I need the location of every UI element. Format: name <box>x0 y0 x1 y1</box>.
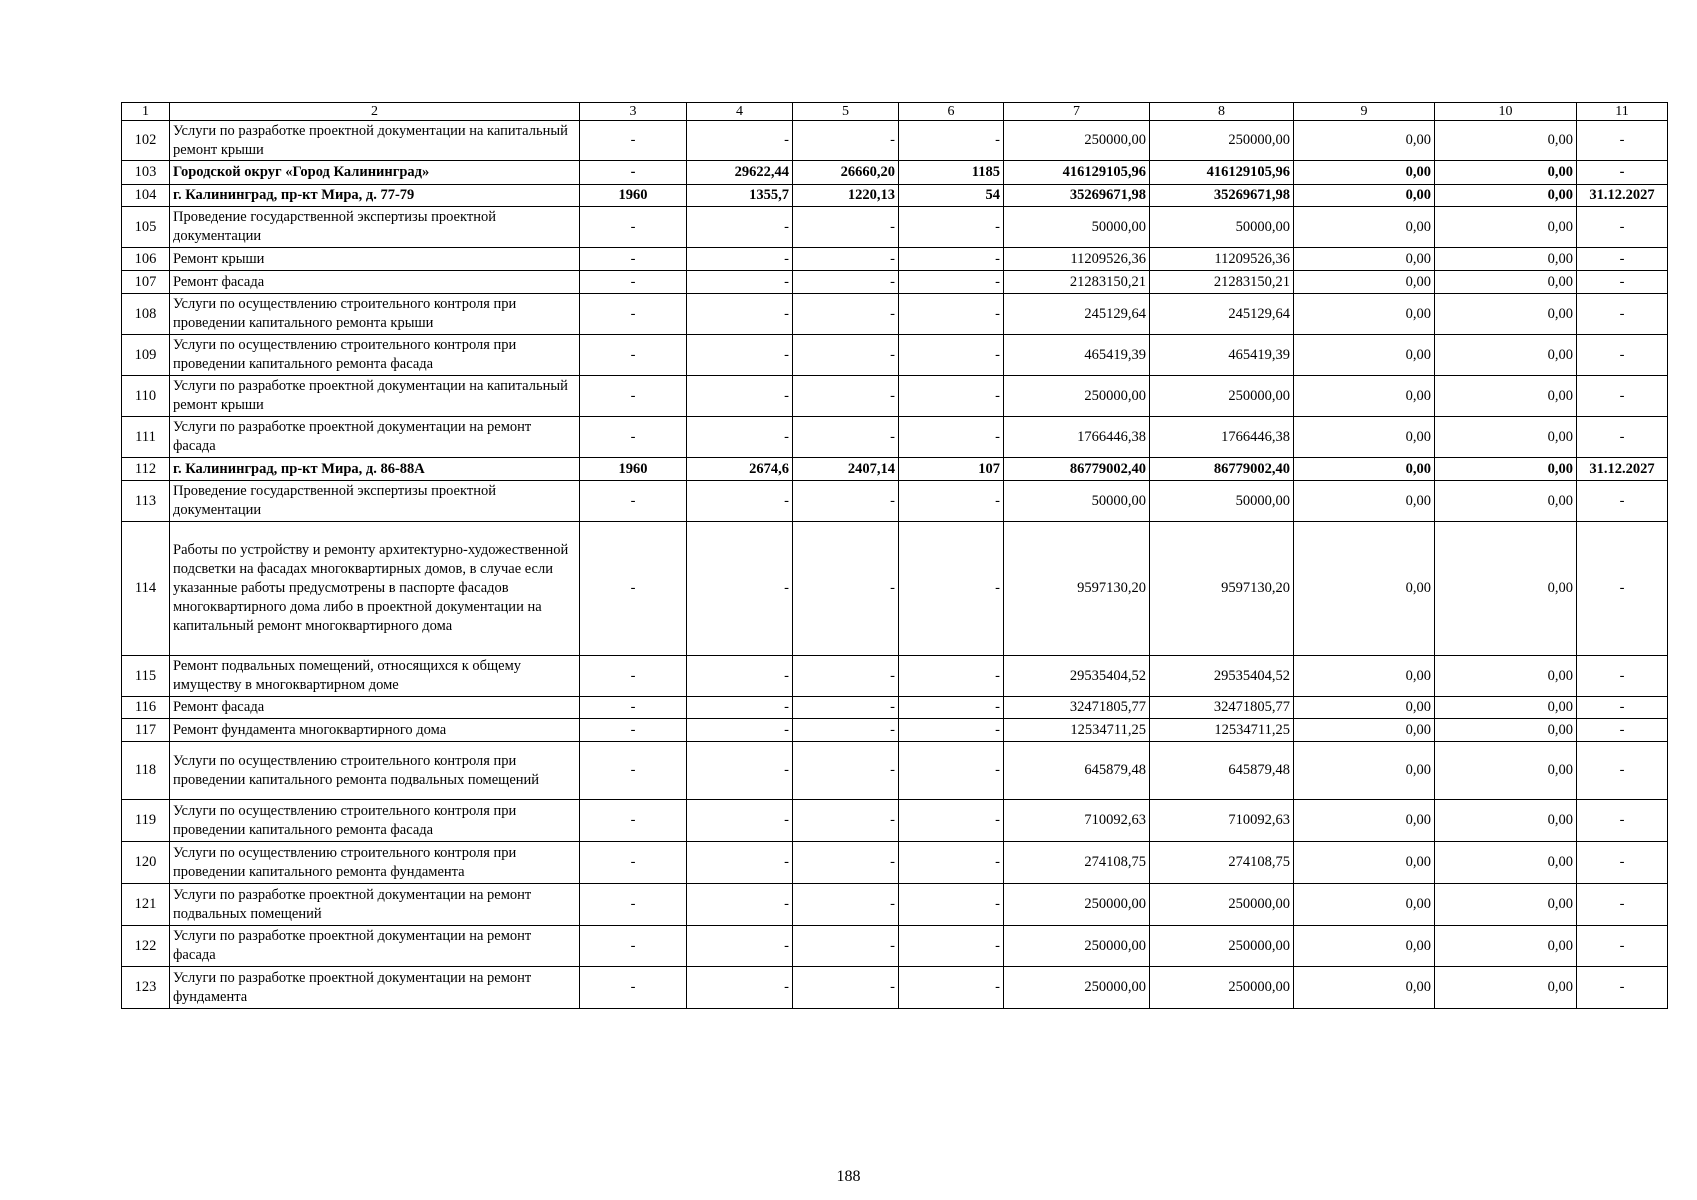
work-name-cell: Услуги по разработке проектной документации на капитальный ремонт крыши <box>170 121 580 161</box>
cost-col10-cell: 0,00 <box>1435 842 1577 884</box>
cost-col10-cell: 0,00 <box>1435 161 1577 185</box>
work-name-cell: Услуги по разработке проектной документации на ремонт подвальных помещений <box>170 884 580 926</box>
cost-fund-cell: 1766446,38 <box>1150 417 1294 458</box>
area-total-cell: - <box>687 248 793 271</box>
cost-total-cell: 710092,63 <box>1004 800 1150 842</box>
cost-col9-cell: 0,00 <box>1294 719 1435 742</box>
year-cell: - <box>580 926 687 967</box>
work-name-cell: Услуги по разработке проектной документации на ремонт фундамента <box>170 967 580 1009</box>
table-row <box>122 294 1668 335</box>
header-cell: 6 <box>899 103 1004 121</box>
residents-cell: - <box>899 656 1004 697</box>
area-living-cell: - <box>793 800 899 842</box>
row-number-cell: 112 <box>122 458 170 481</box>
cost-col9-cell: 0,00 <box>1294 842 1435 884</box>
deadline-cell: - <box>1577 335 1668 376</box>
cost-fund-cell: 274108,75 <box>1150 842 1294 884</box>
residents-cell: - <box>899 417 1004 458</box>
row-number-cell: 105 <box>122 207 170 248</box>
work-name-cell: Проведение государственной экспертизы проектной документации <box>170 207 580 248</box>
year-cell: - <box>580 742 687 800</box>
cost-col10-cell: 0,00 <box>1435 335 1577 376</box>
cost-total-cell: 11209526,36 <box>1004 248 1150 271</box>
deadline-cell: - <box>1577 697 1668 719</box>
cost-col10-cell: 0,00 <box>1435 248 1577 271</box>
area-living-cell: - <box>793 719 899 742</box>
table-row <box>122 742 1668 800</box>
cost-total-cell: 250000,00 <box>1004 926 1150 967</box>
deadline-cell: - <box>1577 417 1668 458</box>
residents-cell: - <box>899 376 1004 417</box>
cost-fund-cell: 50000,00 <box>1150 207 1294 248</box>
cost-col9-cell: 0,00 <box>1294 121 1435 161</box>
row-number-cell: 109 <box>122 335 170 376</box>
cost-total-cell: 416129105,96 <box>1004 161 1150 185</box>
deadline-cell: - <box>1577 742 1668 800</box>
cost-total-cell: 250000,00 <box>1004 121 1150 161</box>
area-total-cell: - <box>687 522 793 656</box>
work-name-cell: Ремонт подвальных помещений, относящихся к общему имуществу в многоквартирном доме <box>170 656 580 697</box>
row-number-cell: 115 <box>122 656 170 697</box>
cost-fund-cell: 250000,00 <box>1150 121 1294 161</box>
row-number-cell: 104 <box>122 185 170 207</box>
work-name-cell: Ремонт фундамента многоквартирного дома <box>170 719 580 742</box>
area-living-cell: 1220,13 <box>793 185 899 207</box>
residents-cell: 1185 <box>899 161 1004 185</box>
capital-repair-table <box>121 102 1668 1009</box>
header-cell: 7 <box>1004 103 1150 121</box>
area-total-cell: - <box>687 884 793 926</box>
cost-fund-cell: 250000,00 <box>1150 884 1294 926</box>
area-living-cell: - <box>793 842 899 884</box>
row-number-cell: 111 <box>122 417 170 458</box>
cost-col9-cell: 0,00 <box>1294 185 1435 207</box>
year-cell: - <box>580 294 687 335</box>
area-total-cell: - <box>687 121 793 161</box>
cost-total-cell: 50000,00 <box>1004 207 1150 248</box>
table-row <box>122 842 1668 884</box>
cost-total-cell: 274108,75 <box>1004 842 1150 884</box>
table-row <box>122 884 1668 926</box>
year-cell: - <box>580 842 687 884</box>
cost-col10-cell: 0,00 <box>1435 207 1577 248</box>
header-cell: 5 <box>793 103 899 121</box>
area-total-cell: - <box>687 656 793 697</box>
header-cell: 1 <box>122 103 170 121</box>
cost-fund-cell: 245129,64 <box>1150 294 1294 335</box>
cost-fund-cell: 416129105,96 <box>1150 161 1294 185</box>
row-number-cell: 117 <box>122 719 170 742</box>
area-living-cell: - <box>793 271 899 294</box>
cost-total-cell: 50000,00 <box>1004 481 1150 522</box>
cost-fund-cell: 250000,00 <box>1150 926 1294 967</box>
cost-total-cell: 245129,64 <box>1004 294 1150 335</box>
cost-col10-cell: 0,00 <box>1435 522 1577 656</box>
year-cell: - <box>580 719 687 742</box>
table-row <box>122 417 1668 458</box>
deadline-cell: - <box>1577 207 1668 248</box>
header-cell: 2 <box>170 103 580 121</box>
cost-total-cell: 465419,39 <box>1004 335 1150 376</box>
row-number-cell: 118 <box>122 742 170 800</box>
table-row <box>122 207 1668 248</box>
area-living-cell: - <box>793 656 899 697</box>
cost-col9-cell: 0,00 <box>1294 207 1435 248</box>
residents-cell: - <box>899 121 1004 161</box>
residents-cell: - <box>899 842 1004 884</box>
cost-fund-cell: 710092,63 <box>1150 800 1294 842</box>
year-cell: - <box>580 656 687 697</box>
work-name-cell: Услуги по осуществлению строительного контроля при проведении капитального ремонта фундамента <box>170 842 580 884</box>
document-sheet <box>121 102 1667 1009</box>
area-living-cell: 26660,20 <box>793 161 899 185</box>
year-cell: - <box>580 335 687 376</box>
cost-total-cell: 12534711,25 <box>1004 719 1150 742</box>
year-cell: - <box>580 121 687 161</box>
residents-cell: - <box>899 967 1004 1009</box>
deadline-cell: - <box>1577 481 1668 522</box>
cost-col10-cell: 0,00 <box>1435 697 1577 719</box>
deadline-cell: - <box>1577 967 1668 1009</box>
deadline-cell: - <box>1577 161 1668 185</box>
cost-fund-cell: 35269671,98 <box>1150 185 1294 207</box>
area-living-cell: - <box>793 294 899 335</box>
table-row <box>122 697 1668 719</box>
row-number-cell: 106 <box>122 248 170 271</box>
year-cell: - <box>580 376 687 417</box>
header-cell: 9 <box>1294 103 1435 121</box>
area-living-cell: - <box>793 376 899 417</box>
area-living-cell: - <box>793 742 899 800</box>
table-row <box>122 248 1668 271</box>
row-number-cell: 103 <box>122 161 170 185</box>
cost-col9-cell: 0,00 <box>1294 458 1435 481</box>
cost-col10-cell: 0,00 <box>1435 926 1577 967</box>
cost-col9-cell: 0,00 <box>1294 967 1435 1009</box>
cost-total-cell: 35269671,98 <box>1004 185 1150 207</box>
area-total-cell: - <box>687 967 793 1009</box>
table-row <box>122 271 1668 294</box>
row-number-cell: 107 <box>122 271 170 294</box>
work-name-cell: г. Калининград, пр-кт Мира, д. 86-88А <box>170 458 580 481</box>
work-name-cell: Услуги по разработке проектной документации на ремонт фасада <box>170 417 580 458</box>
deadline-cell: - <box>1577 294 1668 335</box>
row-number-cell: 114 <box>122 522 170 656</box>
year-cell: - <box>580 161 687 185</box>
row-number-cell: 108 <box>122 294 170 335</box>
table-row <box>122 185 1668 207</box>
cost-fund-cell: 250000,00 <box>1150 376 1294 417</box>
work-name-cell: Городской округ «Город Калининград» <box>170 161 580 185</box>
row-number-cell: 110 <box>122 376 170 417</box>
area-living-cell: - <box>793 335 899 376</box>
cost-col10-cell: 0,00 <box>1435 800 1577 842</box>
cost-col10-cell: 0,00 <box>1435 376 1577 417</box>
cost-fund-cell: 29535404,52 <box>1150 656 1294 697</box>
header-cell: 3 <box>580 103 687 121</box>
cost-col10-cell: 0,00 <box>1435 121 1577 161</box>
cost-col10-cell: 0,00 <box>1435 294 1577 335</box>
area-living-cell: - <box>793 481 899 522</box>
area-total-cell: 1355,7 <box>687 185 793 207</box>
work-name-cell: Услуги по разработке проектной документации на капитальный ремонт крыши <box>170 376 580 417</box>
deadline-cell: 31.12.2027 <box>1577 185 1668 207</box>
cost-col10-cell: 0,00 <box>1435 481 1577 522</box>
table-row <box>122 719 1668 742</box>
area-total-cell: 29622,44 <box>687 161 793 185</box>
area-living-cell: - <box>793 121 899 161</box>
year-cell: 1960 <box>580 458 687 481</box>
work-name-cell: Ремонт крыши <box>170 248 580 271</box>
cost-col9-cell: 0,00 <box>1294 800 1435 842</box>
cost-fund-cell: 12534711,25 <box>1150 719 1294 742</box>
cost-col9-cell: 0,00 <box>1294 161 1435 185</box>
cost-col10-cell: 0,00 <box>1435 417 1577 458</box>
cost-fund-cell: 9597130,20 <box>1150 522 1294 656</box>
table-row <box>122 458 1668 481</box>
residents-cell: 107 <box>899 458 1004 481</box>
work-name-cell: Ремонт фасада <box>170 271 580 294</box>
area-total-cell: - <box>687 207 793 248</box>
cost-total-cell: 9597130,20 <box>1004 522 1150 656</box>
cost-fund-cell: 32471805,77 <box>1150 697 1294 719</box>
area-total-cell: - <box>687 926 793 967</box>
deadline-cell: - <box>1577 656 1668 697</box>
area-total-cell: 2674,6 <box>687 458 793 481</box>
row-number-cell: 123 <box>122 967 170 1009</box>
year-cell: 1960 <box>580 185 687 207</box>
cost-fund-cell: 250000,00 <box>1150 967 1294 1009</box>
header-cell: 8 <box>1150 103 1294 121</box>
header-cell: 11 <box>1577 103 1668 121</box>
cost-total-cell: 645879,48 <box>1004 742 1150 800</box>
residents-cell: - <box>899 697 1004 719</box>
area-total-cell: - <box>687 800 793 842</box>
deadline-cell: - <box>1577 248 1668 271</box>
year-cell: - <box>580 800 687 842</box>
area-living-cell: - <box>793 522 899 656</box>
area-total-cell: - <box>687 842 793 884</box>
cost-total-cell: 86779002,40 <box>1004 458 1150 481</box>
year-cell: - <box>580 884 687 926</box>
deadline-cell: - <box>1577 719 1668 742</box>
header-row <box>122 103 1668 121</box>
cost-col9-cell: 0,00 <box>1294 481 1435 522</box>
cost-col10-cell: 0,00 <box>1435 271 1577 294</box>
residents-cell: - <box>899 926 1004 967</box>
table-row <box>122 656 1668 697</box>
year-cell: - <box>580 207 687 248</box>
year-cell: - <box>580 248 687 271</box>
residents-cell: - <box>899 207 1004 248</box>
cost-total-cell: 250000,00 <box>1004 376 1150 417</box>
deadline-cell: - <box>1577 522 1668 656</box>
area-living-cell: - <box>793 967 899 1009</box>
cost-fund-cell: 86779002,40 <box>1150 458 1294 481</box>
row-number-cell: 102 <box>122 121 170 161</box>
area-total-cell: - <box>687 742 793 800</box>
cost-col10-cell: 0,00 <box>1435 656 1577 697</box>
area-living-cell: - <box>793 248 899 271</box>
header-cell: 10 <box>1435 103 1577 121</box>
work-name-cell: г. Калининград, пр-кт Мира, д. 77-79 <box>170 185 580 207</box>
work-name-cell: Услуги по осуществлению строительного контроля при проведении капитального ремонта подвальных помещений <box>170 742 580 800</box>
row-number-cell: 116 <box>122 697 170 719</box>
work-name-cell: Услуги по осуществлению строительного контроля при проведении капитального ремонта крыши <box>170 294 580 335</box>
header-cell: 4 <box>687 103 793 121</box>
table-row <box>122 161 1668 185</box>
cost-total-cell: 1766446,38 <box>1004 417 1150 458</box>
residents-cell: - <box>899 719 1004 742</box>
area-total-cell: - <box>687 335 793 376</box>
work-name-cell: Ремонт фасада <box>170 697 580 719</box>
residents-cell: - <box>899 742 1004 800</box>
cost-total-cell: 250000,00 <box>1004 884 1150 926</box>
cost-col9-cell: 0,00 <box>1294 335 1435 376</box>
cost-col10-cell: 0,00 <box>1435 967 1577 1009</box>
residents-cell: - <box>899 271 1004 294</box>
table-row <box>122 967 1668 1009</box>
area-total-cell: - <box>687 719 793 742</box>
year-cell: - <box>580 417 687 458</box>
deadline-cell: - <box>1577 121 1668 161</box>
cost-total-cell: 32471805,77 <box>1004 697 1150 719</box>
cost-total-cell: 29535404,52 <box>1004 656 1150 697</box>
area-living-cell: - <box>793 884 899 926</box>
year-cell: - <box>580 697 687 719</box>
residents-cell: - <box>899 481 1004 522</box>
area-total-cell: - <box>687 481 793 522</box>
deadline-cell: 31.12.2027 <box>1577 458 1668 481</box>
year-cell: - <box>580 522 687 656</box>
cost-col9-cell: 0,00 <box>1294 248 1435 271</box>
cost-col10-cell: 0,00 <box>1435 742 1577 800</box>
cost-col9-cell: 0,00 <box>1294 294 1435 335</box>
residents-cell: - <box>899 800 1004 842</box>
cost-col10-cell: 0,00 <box>1435 458 1577 481</box>
deadline-cell: - <box>1577 884 1668 926</box>
residents-cell: - <box>899 335 1004 376</box>
cost-col9-cell: 0,00 <box>1294 926 1435 967</box>
area-living-cell: - <box>793 417 899 458</box>
table-row <box>122 121 1668 161</box>
row-number-cell: 113 <box>122 481 170 522</box>
row-number-cell: 122 <box>122 926 170 967</box>
year-cell: - <box>580 271 687 294</box>
year-cell: - <box>580 967 687 1009</box>
cost-col9-cell: 0,00 <box>1294 742 1435 800</box>
work-name-cell: Проведение государственной экспертизы проектной документации <box>170 481 580 522</box>
area-living-cell: - <box>793 697 899 719</box>
cost-total-cell: 21283150,21 <box>1004 271 1150 294</box>
table-row <box>122 800 1668 842</box>
cost-col9-cell: 0,00 <box>1294 884 1435 926</box>
table-body <box>122 103 1668 1009</box>
area-total-cell: - <box>687 376 793 417</box>
table-row <box>122 376 1668 417</box>
deadline-cell: - <box>1577 926 1668 967</box>
residents-cell: - <box>899 294 1004 335</box>
table-row <box>122 926 1668 967</box>
area-living-cell: 2407,14 <box>793 458 899 481</box>
deadline-cell: - <box>1577 800 1668 842</box>
area-total-cell: - <box>687 271 793 294</box>
cost-fund-cell: 465419,39 <box>1150 335 1294 376</box>
work-name-cell: Работы по устройству и ремонту архитектурно-художественной подсветки на фасадах многоквартирных домов, в случае если указанные работы предусмотрены в паспорте фасадов многоквартирного дома либо в проектной документации на капитальный ремонт многоквартирного дома <box>170 522 580 656</box>
area-total-cell: - <box>687 294 793 335</box>
cost-col9-cell: 0,00 <box>1294 271 1435 294</box>
area-living-cell: - <box>793 926 899 967</box>
row-number-cell: 121 <box>122 884 170 926</box>
area-total-cell: - <box>687 697 793 719</box>
page-number: 188 <box>836 1168 861 1185</box>
work-name-cell: Услуги по разработке проектной документации на ремонт фасада <box>170 926 580 967</box>
cost-col9-cell: 0,00 <box>1294 417 1435 458</box>
cost-col10-cell: 0,00 <box>1435 884 1577 926</box>
cost-fund-cell: 21283150,21 <box>1150 271 1294 294</box>
cost-col9-cell: 0,00 <box>1294 697 1435 719</box>
deadline-cell: - <box>1577 376 1668 417</box>
table-row <box>122 522 1668 656</box>
work-name-cell: Услуги по осуществлению строительного контроля при проведении капитального ремонта фасада <box>170 800 580 842</box>
cost-fund-cell: 645879,48 <box>1150 742 1294 800</box>
cost-col9-cell: 0,00 <box>1294 376 1435 417</box>
table-row <box>122 481 1668 522</box>
table-row <box>122 335 1668 376</box>
residents-cell: - <box>899 522 1004 656</box>
row-number-cell: 120 <box>122 842 170 884</box>
work-name-cell: Услуги по осуществлению строительного контроля при проведении капитального ремонта фасада <box>170 335 580 376</box>
cost-fund-cell: 50000,00 <box>1150 481 1294 522</box>
residents-cell: - <box>899 248 1004 271</box>
deadline-cell: - <box>1577 842 1668 884</box>
cost-total-cell: 250000,00 <box>1004 967 1150 1009</box>
cost-col9-cell: 0,00 <box>1294 522 1435 656</box>
deadline-cell: - <box>1577 271 1668 294</box>
area-living-cell: - <box>793 207 899 248</box>
cost-col10-cell: 0,00 <box>1435 185 1577 207</box>
residents-cell: 54 <box>899 185 1004 207</box>
cost-col9-cell: 0,00 <box>1294 656 1435 697</box>
year-cell: - <box>580 481 687 522</box>
area-total-cell: - <box>687 417 793 458</box>
row-number-cell: 119 <box>122 800 170 842</box>
residents-cell: - <box>899 884 1004 926</box>
cost-col10-cell: 0,00 <box>1435 719 1577 742</box>
cost-fund-cell: 11209526,36 <box>1150 248 1294 271</box>
